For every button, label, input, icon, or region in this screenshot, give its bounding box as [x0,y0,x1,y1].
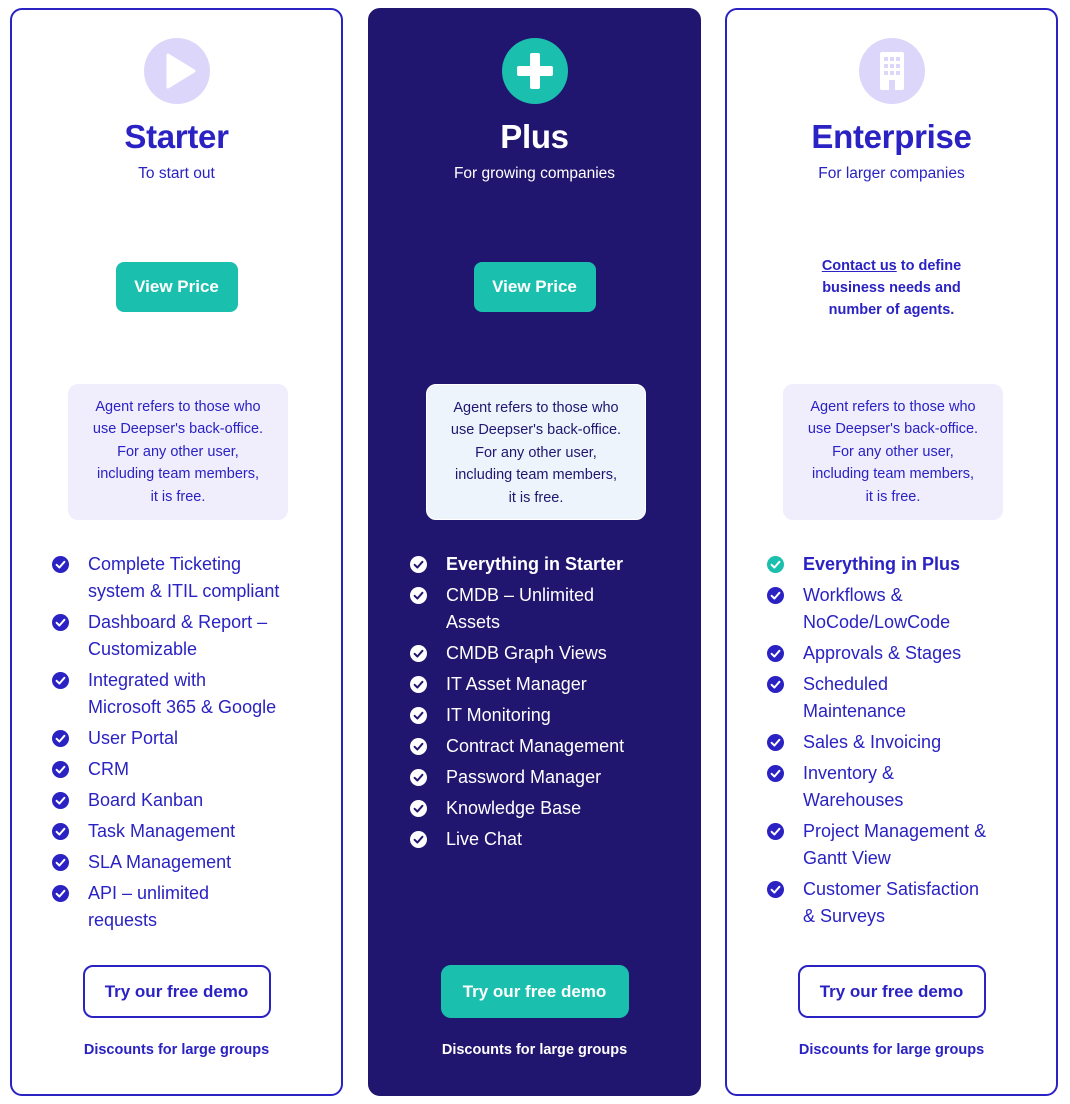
building-icon [859,38,925,104]
feature-text: Integrated with [88,670,207,690]
feature-item [410,764,687,791]
agent-note-line: For any other user, [475,444,597,461]
check-icon [410,738,427,755]
check-icon [767,587,784,604]
feature-text: & Surveys [803,906,886,926]
feature-text: Gantt View [803,848,891,868]
feature-item [767,818,1044,872]
feature-text: Task Management [88,821,236,841]
view-price-button[interactable]: View Price [116,262,238,312]
feature-text: Maintenance [803,701,907,721]
feature-text: Customer Satisfaction [803,879,980,899]
check-icon [410,645,427,662]
contact-text-line: to define [896,258,962,274]
check-icon [52,792,69,809]
check-icon [52,854,69,871]
feature-item [767,640,1044,667]
plan-subtitle: To start out [138,165,215,182]
plus-icon [502,38,568,104]
plan-card-enterprise [725,8,1058,1096]
feature-text: Inventory & [803,763,895,783]
feature-item [52,756,329,783]
feature-item [52,551,329,605]
feature-text: Microsoft 365 & Google [88,697,277,717]
plan-name: Enterprise [811,118,972,155]
feature-text: User Portal [88,728,179,748]
check-icon [410,676,427,693]
plan-card-plus [368,8,701,1096]
feature-list [52,551,329,938]
feature-text: Contract Management [446,736,625,756]
feature-text: requests [88,910,158,930]
feature-text: CRM [88,759,129,779]
try-demo-button[interactable]: Try our free demo [441,965,629,1018]
agent-note-line: For any other user, [117,443,239,460]
check-icon [410,831,427,848]
check-icon [52,823,69,840]
agent-note-line: including team members, [812,466,974,483]
plan-card-starter [10,8,343,1096]
feature-text: Live Chat [446,829,523,849]
agent-note [426,384,646,520]
try-demo-button[interactable]: Try our free demo [83,965,271,1018]
feature-text: Sales & Invoicing [803,732,942,752]
feature-item [52,787,329,814]
feature-item [767,671,1044,725]
check-icon [767,823,784,840]
check-icon [410,769,427,786]
plan-name: Plus [500,118,569,155]
agent-note-line: use Deepser's back-office. [92,421,264,438]
feature-item [410,733,687,760]
agent-note-line: Agent refers to those who [810,399,976,415]
check-icon [52,730,69,747]
feature-item [410,795,687,822]
feature-item [52,725,329,752]
check-icon [410,707,427,724]
agent-note-line: it is free. [150,488,206,505]
agent-note-line: use Deepser's back-office. [807,421,979,438]
feature-text: Warehouses [803,790,904,810]
feature-item [410,582,687,636]
check-icon [410,800,427,817]
feature-item [767,876,1044,930]
check-icon [767,881,784,898]
agent-note-line: For any other user, [832,443,954,460]
feature-text: Everything in Plus [803,554,961,574]
check-icon [52,672,69,689]
feature-item [410,702,687,729]
contact-text [767,255,1016,321]
agent-note [68,384,288,520]
check-icon [52,885,69,902]
feature-text: Approvals & Stages [803,643,962,663]
check-icon [52,556,69,573]
feature-text: Everything in Starter [446,554,624,574]
feature-item [767,760,1044,814]
feature-text: CMDB Graph Views [446,643,607,663]
feature-item [52,880,329,934]
feature-text: SLA Management [88,852,232,872]
agent-note-line: Agent refers to those who [95,399,261,415]
agent-note-line: it is free. [508,489,564,506]
check-icon [767,676,784,693]
feature-text: system & ITIL compliant [88,581,280,601]
feature-text: Customizable [88,639,198,659]
feature-item [52,849,329,876]
agent-note-line: Agent refers to those who [453,400,619,416]
discount-note: Discounts for large groups [798,1042,985,1058]
feature-item [410,640,687,667]
agent-note-line: including team members, [97,466,259,483]
discount-note: Discounts for large groups [441,1042,628,1058]
check-icon [410,556,427,573]
feature-text: Workflows & [803,585,903,605]
feature-text: Board Kanban [88,790,204,810]
feature-text: NoCode/LowCode [803,612,951,632]
feature-item [767,582,1044,636]
feature-list [410,551,687,857]
feature-list [767,551,1044,934]
check-icon [767,556,784,573]
feature-text: IT Monitoring [446,705,551,725]
feature-item [52,609,329,663]
check-icon [52,614,69,631]
plan-subtitle: For growing companies [453,165,616,182]
plan-subtitle: For larger companies [818,165,965,182]
feature-item [410,671,687,698]
feature-item [410,551,687,578]
agent-note-line: it is free. [865,488,921,505]
feature-text: Knowledge Base [446,798,582,818]
feature-item [52,667,329,721]
feature-item [52,818,329,845]
try-demo-button[interactable]: Try our free demo [798,965,986,1018]
feature-text: Password Manager [446,767,602,787]
feature-text: Assets [446,612,501,632]
feature-text: CMDB – Unlimited [446,585,595,605]
check-icon [767,765,784,782]
contact-text-line: number of agents. [828,302,955,318]
check-icon [410,587,427,604]
agent-note [783,384,1003,520]
discount-note: Discounts for large groups [83,1042,270,1058]
contact-us-link[interactable]: Contact us [821,258,897,274]
feature-text: Complete Ticketing [88,554,242,574]
feature-text: Scheduled [803,674,889,694]
agent-note-line: use Deepser's back-office. [450,422,622,439]
check-icon [767,734,784,751]
feature-text: Project Management & [803,821,987,841]
check-icon [52,761,69,778]
plan-name: Starter [124,118,229,155]
feature-item [767,729,1044,756]
play-icon [144,38,210,104]
agent-note-line: including team members, [455,467,617,484]
check-icon [767,645,784,662]
view-price-button[interactable]: View Price [474,262,596,312]
feature-text: API – unlimited [88,883,210,903]
feature-item [767,551,1044,578]
feature-item [410,826,687,853]
contact-text-line: business needs and [822,280,961,296]
feature-text: Dashboard & Report – [88,612,268,632]
feature-text: IT Asset Manager [446,674,587,694]
